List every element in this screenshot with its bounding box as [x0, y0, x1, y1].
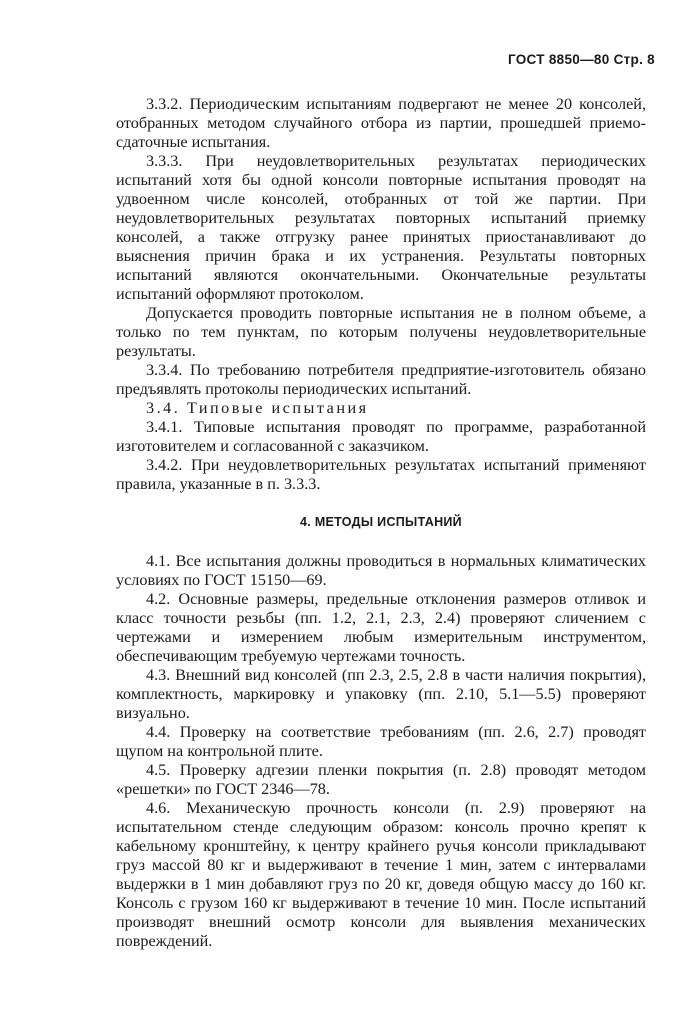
page-header: ГОСТ 8850—80 Стр. 8 — [507, 52, 655, 67]
paragraph-4-1: 4.1. Все испытания должны проводиться в нормальных климатических условиях по ГОСТ 15150—69. — [116, 552, 646, 589]
document-body — [116, 95, 646, 951]
paragraph-4-3: 4.3. Внешний вид консолей (пп 2.3, 2.5, 2.8 в части наличия покрытия), комплектность, маркировку и упаковку (пп. 2.10, 5.1—5.5) проверяют визуально. — [116, 666, 646, 722]
paragraph-4-4: 4.4. Проверку на соответствие требованиям (пп. 2.6, 2.7) проводят щупом на контрольной плите. — [116, 723, 646, 760]
paragraph-3-3-2: 3.3.2. Периодическим испытаниям подвергают не менее 20 консолей, отобранных методом случайного отбора из партии, прошедшей приемо-сдаточные испытания. — [116, 95, 646, 151]
paragraph-3-4-1: 3.4.1. Типовые испытания проводят по программе, разработанной изготовителем и согласованной с заказчиком. — [116, 418, 646, 455]
section-title: 4. МЕТОДЫ ИСПЫТАНИЙ — [300, 515, 462, 529]
paragraph-repeat-tests: Допускается проводить повторные испытания не в полном объеме, а только по тем пунктам, по которым получены неудовлетворительные результаты. — [116, 304, 646, 360]
paragraph-4-5: 4.5. Проверку адгезии пленки покрытия (п. 2.8) проводят методом «решетки» по ГОСТ 2346—78. — [116, 761, 646, 798]
paragraph-4-6: 4.6. Механическую прочность консоли (п. 2.9) проверяют на испытательном стенде следующим образом: консоль прочно крепят к кабельному кронштейну, к центру крайнего ручья консоли прикладывают груз массой 80 кг и выдерживают в течение 1 мин, затем с интервалами выдержки в 1 мин добавляют груз по 20 кг, доведя общую массу до 160 кг. Консоль с грузом 160 кг выдерживают в течение 10 мин. После испытаний производят внешний осмотр консоли для выявления механических повреждений. — [116, 799, 646, 950]
paragraph-3-4-2: 3.4.2. При неудовлетворительных результатах испытаний применяют правила, указанные в п. 3.3.3. — [116, 456, 646, 493]
paragraph-3-3-3: 3.3.3. При неудовлетворительных результатах периодических испытаний хотя бы одной консоли повторные испытания проводят на удвоенном числе консолей, отобранных от той же партии. При неудовлетворительных результатах повторных испытаний приемку консолей, а также отгрузку ранее принятых приостанавливают до выяснения причин брака и их устранения. Результаты повторных испытаний являются окончательными. Окончательные результаты испытаний оформляют протоколом. — [116, 152, 646, 303]
paragraph-4-2: 4.2. Основные размеры, предельные отклонения размеров отливок и класс точности резьбы (пп. 1.2, 2.1, 2.3, 2.4) проверяют сличением с чертежами и измерением любым измерительным инструментом, обеспечивающим требуемую чертежами точность. — [116, 590, 646, 665]
subsection-heading-3-4: 3.4. Типовые испытания — [146, 399, 369, 417]
paragraph-3-3-4: 3.3.4. По требованию потребителя предприятие-изготовитель обязано предъявлять протоколы периодических испытаний. — [116, 361, 646, 398]
